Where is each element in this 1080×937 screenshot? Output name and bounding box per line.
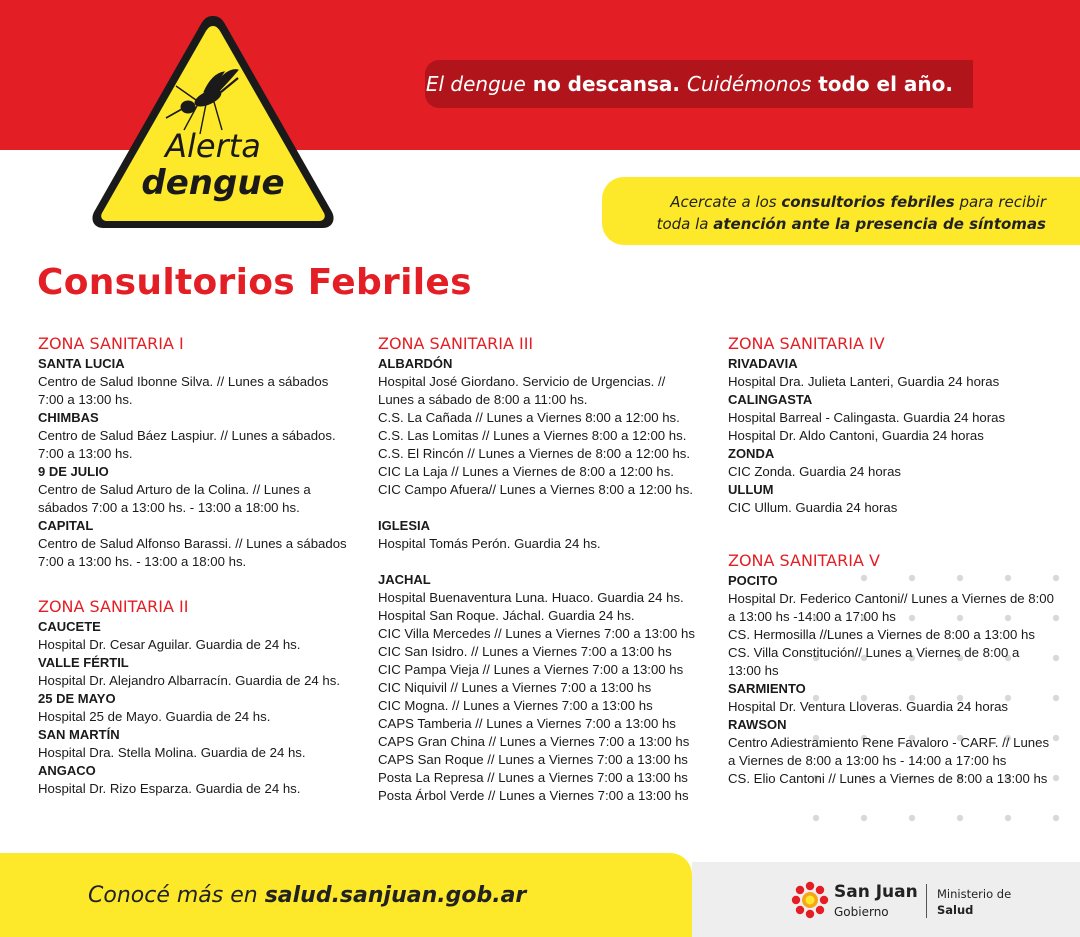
facility-line: Hospital Buenaventura Luna. Huaco. Guardia 24 hs. [378,590,684,605]
facility-line: 7:00 a 13:00 hs. [38,392,133,407]
facility-line: 13:00 hs [728,663,779,678]
location-name: SANTA LUCIA [38,356,125,371]
column-left [38,334,358,798]
callout-text-1: Acercate a los [670,193,782,211]
tagline-banner [425,60,973,108]
callout-text-4: toda la [656,215,714,233]
facility-line: Centro de Salud Alfonso Barassi. // Lunes a sábados [38,536,347,551]
location-name: IGLESIA [378,518,431,533]
facility-line: CAPS San Roque // Lunes a Viernes 7:00 a 13:00 hs [378,752,688,767]
logo-dengue: dengue [141,163,285,203]
callout-text-5: atención ante la presencia de síntomas [713,215,1046,233]
facility-line: Hospital Barreal - Calingasta. Guardia 24 horas [728,410,1006,425]
location-name: 25 DE MAYO [38,691,116,706]
facility-line: CAPS Gran China // Lunes a Viernes 7:00 a 13:00 hs [378,734,690,749]
facility-line: C.S. La Cañada // Lunes a Viernes 8:00 a 12:00 hs. [378,410,680,425]
decorative-dot [1053,815,1059,821]
facility-line: Hospital Tomás Perón. Guardia 24 hs. [378,536,601,551]
footer-url-link[interactable]: salud.sanjuan.gob.ar [264,883,527,908]
facility-line: CIC Zonda. Guardia 24 horas [728,464,901,479]
location-name: CHIMBAS [38,410,99,425]
facility-line: Centro de Salud Báez Laspiur. // Lunes a sábados. [38,428,336,443]
facility-line: Hospital Dr. Alejandro Albarracín. Guardia de 24 hs. [38,673,341,688]
tagline-part-3: Cuidémonos [687,72,812,96]
decorative-dot [909,815,915,821]
facility-line: CIC La Laja // Lunes a Viernes de 8:00 a 12:00 hs. [378,464,674,479]
callout-text-2: consultorios febriles [781,193,955,211]
location-name: JACHAL [378,572,431,587]
facility-line: Hospital Dra. Stella Molina. Guardia de 24 hs. [38,745,306,760]
tagline-part-2: no descansa. [525,72,687,96]
facility-line: C.S. Las Lomitas // Lunes a Viernes 8:00 a 12:00 hs. [378,428,687,443]
facility-line: Hospital 25 de Mayo. Guardia de 24 hs. [38,709,271,724]
location-name: SAN MARTÍN [38,727,120,742]
facility-line: CS. Villa Constitución// Lunes a Viernes de 8:00 a [728,645,1020,660]
zone-title: ZONA SANITARIA V [728,551,880,570]
febrile-callout [602,177,1080,245]
facility-line: Hospital Dr. Aldo Cantoni, Guardia 24 horas [728,428,984,443]
location-name: RIVADAVIA [728,356,798,371]
location-name: ZONDA [728,446,775,461]
facility-line: CIC Campo Afuera// Lunes a Viernes 8:00 a 12:00 hs. [378,482,693,497]
facility-line: Posta La Represa // Lunes a Viernes 7:00 a 13:00 hs [378,770,688,785]
brand-name: San Juan [834,882,918,902]
location-name: ALBARDÓN [378,356,453,371]
location-name: CAPITAL [38,518,94,533]
facility-line: Hospital Dr. Cesar Aguilar. Guardia de 24 hs. [38,637,301,652]
zone-title: ZONA SANITARIA II [38,597,189,616]
callout-text-3: para recibir [954,193,1046,211]
location-name: POCITO [728,573,778,588]
facility-line: CIC Pampa Vieja // Lunes a Viernes 7:00 a 13:00 hs [378,662,684,677]
location-name: ULLUM [728,482,774,497]
facility-line: Hospital Dr. Federico Cantoni// Lunes a Viernes de 8:00 [728,591,1054,606]
facility-line: Hospital Dr. Ventura Lloveras. Guardia 24 horas [728,699,1009,714]
column-middle [378,334,708,805]
tagline-part-1: El dengue [425,72,526,96]
location-name: VALLE FÉRTIL [38,655,129,670]
logo-alerta: Alerta [165,127,261,165]
facility-line: Centro de Salud Arturo de la Colina. // Lunes a [38,482,311,497]
facility-line: 7:00 a 13:00 hs. [38,446,133,461]
zone-title: ZONA SANITARIA III [378,334,534,353]
facility-line: Hospital San Roque. Jáchal. Guardia 24 hs. [378,608,635,623]
location-name: ANGACO [38,763,96,778]
facility-line: Lunes a sábado de 8:00 a 11:00 hs. [378,392,588,407]
facility-line: Hospital Dr. Rizo Esparza. Guardia de 24 hs. [38,781,301,796]
facility-line: Hospital José Giordano. Servicio de Urgencias. // [378,374,666,389]
facility-line: 7:00 a 13:00 hs. - 13:00 a 18:00 hs. [38,554,247,569]
alerta-dengue-logo [88,12,338,234]
footer-cta-prefix: Conocé más en [88,883,265,908]
page-title: Consultorios Febriles [37,262,472,303]
facility-line: a Viernes de 8:00 a 13:00 hs - 14:00 a 17:00 hs [728,753,1007,768]
facility-line: CIC Niquivil // Lunes a Viernes 7:00 a 13:00 hs [378,680,652,695]
zone-title: ZONA SANITARIA I [38,334,184,353]
tagline-part-4: todo el año. [811,72,953,96]
facility-line: CIC San Isidro. // Lunes a Viernes 7:00 a 13:00 hs [378,644,672,659]
decorative-dot [861,815,867,821]
facility-line: Posta Árbol Verde // Lunes a Viernes 7:00 a 13:00 hs [378,788,689,803]
facility-line: Centro de Salud Ibonne Silva. // Lunes a sábados [38,374,329,389]
facility-line: a 13:00 hs -14:00 a 17:00 hs [728,609,896,624]
facility-line: CIC Mogna. // Lunes a Viernes 7:00 a 13:00 hs [378,698,653,713]
location-name: 9 DE JULIO [38,464,109,479]
facility-line: Centro Adiestramiento Rene Favaloro - CARF. // Lunes [728,735,1050,750]
ministry-line-2: Salud [937,903,974,917]
location-name: RAWSON [728,717,787,732]
facility-line: C.S. El Rincón // Lunes a Viernes de 8:00 a 12:00 hs. [378,446,691,461]
brand-sub: Gobierno [834,905,889,919]
location-name: CALINGASTA [728,392,813,407]
zone-title: ZONA SANITARIA IV [728,334,885,353]
brand-divider [926,884,927,918]
location-name: CAUCETE [38,619,101,634]
ministry-line-1: Ministerio de [937,887,1012,901]
decorative-dot [1005,815,1011,821]
footer-cta [88,883,526,908]
facility-line: CIC Villa Mercedes // Lunes a Viernes 7:00 a 13:00 hs [378,626,695,641]
san-juan-sun-icon [790,880,830,920]
facility-line: CIC Ullum. Guardia 24 horas [728,500,898,515]
location-name: SARMIENTO [728,681,806,696]
decorative-dot [813,815,819,821]
facility-line: sábados 7:00 a 13:00 hs. - 13:00 a 18:00 hs. [38,500,300,515]
facility-line: CS. Elio Cantoni // Lunes a Viernes de 8:00 a 13:00 hs [728,771,1048,786]
facility-line: CS. Hermosilla //Lunes a Viernes de 8:00 a 13:00 hs [728,627,1035,642]
facility-line: CAPS Tamberia // Lunes a Viernes 7:00 a 13:00 hs [378,716,676,731]
decorative-dot [957,815,963,821]
facility-line: Hospital Dra. Julieta Lanteri, Guardia 24 horas [728,374,1000,389]
column-right [728,334,1063,788]
